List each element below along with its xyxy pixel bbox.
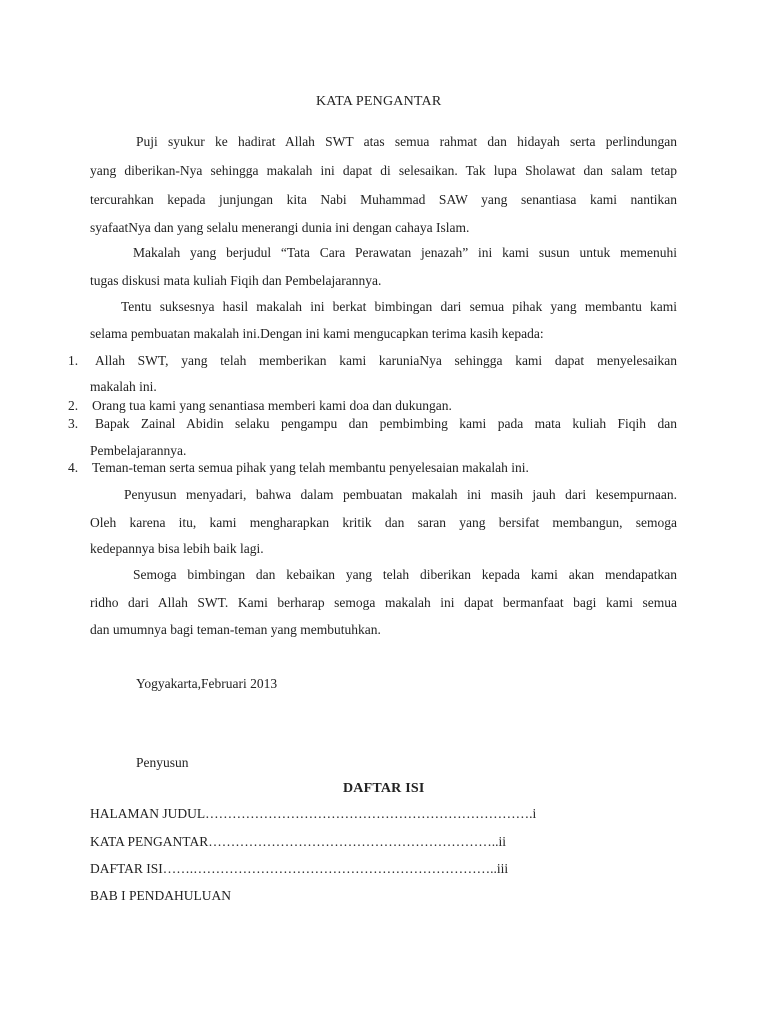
list-item-3-line-1: Bapak Zainal Abidin selaku pengampu dan pembimbing kami pada mata kuliah Fiqih dan [95, 416, 677, 431]
list-item-1-line-1: Allah SWT, yang telah memberikan kami karuniaNya sehingga kami dapat menyelesaikan [95, 353, 677, 368]
paragraph-3-line-2: selama pembuatan makalah ini.Dengan ini kami mengucapkan terima kasih kepada: [90, 326, 544, 341]
list-item-2-line-1: Orang tua kami yang senantiasa memberi kami doa dan dukungan. [92, 398, 452, 413]
daftar-isi-title: DAFTAR ISI [343, 781, 425, 796]
paragraph-1-line-2: yang diberikan-Nya sehingga makalah ini dapat di selesaikan. Tak lupa Sholawat dan salam tetap [90, 163, 677, 178]
toc-entry-halaman-judul: HALAMAN JUDUL……………………………………………………………….i [90, 806, 537, 821]
list-item-1-line-2: makalah ini. [90, 379, 157, 394]
list-item-3-line-2: Pembelajarannya. [90, 443, 187, 458]
paragraph-5-line-1: Semoga bimbingan dan kebaikan yang telah diberikan kepada kami akan mendapatkan [133, 567, 677, 582]
paragraph-4-line-3: kedepannya bisa lebih baik lagi. [90, 541, 264, 556]
paragraph-4-line-2: Oleh karena itu, kami mengharapkan kritik dan saran yang bersifat membangun, semoga [90, 515, 677, 530]
toc-entry-bab-1: BAB I PENDAHULUAN [90, 888, 231, 903]
toc-entry-kata-pengantar: KATA PENGANTAR………………………………………………………..ii [90, 834, 506, 849]
kata-pengantar-title: KATA PENGANTAR [316, 94, 442, 109]
list-item-1-number: 1. [68, 353, 79, 368]
list-item-3-number: 3. [68, 416, 79, 431]
toc-entry-daftar-isi: DAFTAR ISI…….…………………………………………………………..iii [90, 861, 509, 876]
paragraph-3-line-1: Tentu suksesnya hasil makalah ini berkat bimbingan dari semua pihak yang membantu kami [121, 299, 677, 314]
place-date: Yogyakarta,Februari 2013 [136, 676, 278, 691]
paragraph-4-line-1: Penyusun menyadari, bahwa dalam pembuatan makalah ini masih jauh dari kesempurnaan. [124, 487, 677, 502]
list-item-2-number: 2. [68, 398, 79, 413]
paragraph-5-line-2: ridho dari Allah SWT. Kami berharap semoga makalah ini dapat bermanfaat bagi kami semua [90, 595, 677, 610]
paragraph-2-line-2: tugas diskusi mata kuliah Fiqih dan Pembelajarannya. [90, 273, 382, 288]
paragraph-5-line-3: dan umumnya bagi teman-teman yang membutuhkan. [90, 622, 381, 637]
paragraph-1-line-4: syafaatNya dan yang selalu menerangi dunia ini dengan cahaya Islam. [90, 220, 470, 235]
signature-author: Penyusun [136, 755, 189, 770]
paragraph-1-line-3: tercurahkan kepada junjungan kita Nabi Muhammad SAW yang senantiasa kami nantikan [90, 192, 677, 207]
list-item-4-line-1: Teman-teman serta semua pihak yang telah membantu penyelesaian makalah ini. [92, 460, 529, 475]
paragraph-1-line-1: Puji syukur ke hadirat Allah SWT atas semua rahmat dan hidayah serta perlindungan [136, 134, 677, 149]
list-item-4-number: 4. [68, 460, 79, 475]
paragraph-2-line-1: Makalah yang berjudul “Tata Cara Perawatan jenazah” ini kami susun untuk memenuhi [133, 245, 677, 260]
